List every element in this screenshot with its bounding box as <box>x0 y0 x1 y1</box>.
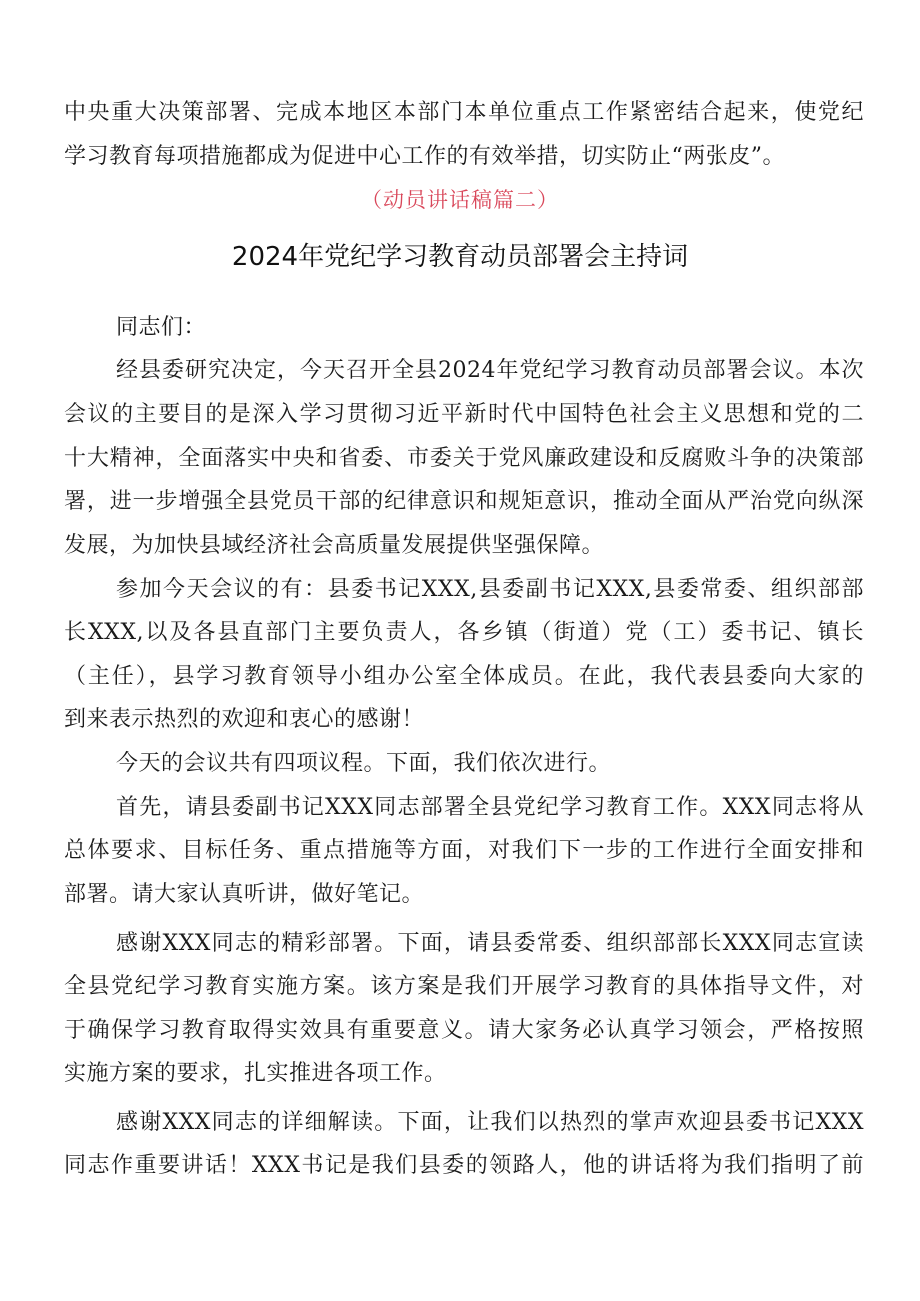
salutation: 同志们： <box>116 315 207 340</box>
paragraph-line: 今天的会议共有四项议程。下面，我们依次进行。 <box>116 751 612 776</box>
paragraph-line: 发展，为加快县域经济社会高质量发展提供坚强保障。 <box>64 533 605 558</box>
paragraph-line: 经县委研究决定，今天召开全县2024年党纪学习教育动员部署会议。本次 <box>116 358 864 383</box>
paragraph-line: 署，进一步增强全县党员干部的纪律意识和规矩意识，推动全面从严治党向纵深 <box>64 489 864 514</box>
paragraph-line: 感谢XXX同志的详细解读。下面，让我们以热烈的掌声欢迎县委书记XXX <box>116 1110 864 1135</box>
paragraph-line: （主任），县学习教育领导小组办公室全体成员。在此，我代表县委向大家的 <box>64 664 864 689</box>
intro-line: 中央重大决策部署、完成本地区本部门本单位重点工作紧密结合起来，使党纪 <box>64 100 864 125</box>
paragraph-line: 同志作重要讲话！XXX书记是我们县委的领路人，他的讲话将为我们指明了前 <box>64 1153 864 1178</box>
paragraph-line: 部署。请大家认真听讲，做好笔记。 <box>64 882 425 907</box>
paragraph-line: 长XXX,以及各县直部门主要负责人，各乡镇（街道）党（工）委书记、镇长 <box>64 620 864 645</box>
intro-line: 学习教育每项措施都成为促进中心工作的有效举措，切实防止“两张皮”。 <box>64 144 785 169</box>
section-label: （动员讲话稿篇二） <box>361 188 559 212</box>
paragraph-line: 于确保学习教育取得实效具有重要意义。请大家务必认真学习领会，严格按照 <box>64 1018 864 1043</box>
paragraph-line: 实施方案的要求，扎实推进各项工作。 <box>64 1061 447 1086</box>
paragraph-line: 全县党纪学习教育实施方案。该方案是我们开展学习教育的具体指导文件，对 <box>64 974 864 999</box>
paragraph-line: 感谢XXX同志的精彩部署。下面，请县委常委、组织部部长XXX同志宣读 <box>116 931 864 956</box>
paragraph-line: 到来表示热烈的欢迎和衷心的感谢！ <box>64 707 425 732</box>
paragraph-line: 首先，请县委副书记XXX同志部署全县党纪学习教育工作。XXX同志将从 <box>116 795 864 820</box>
paragraph-line: 十大精神，全面落实中央和省委、市委关于党风廉政建设和反腐败斗争的决策部 <box>64 446 864 471</box>
paragraph-line: 总体要求、目标任务、重点措施等方面，对我们下一步的工作进行全面安排和 <box>64 838 864 863</box>
paragraph-line: 参加今天会议的有：县委书记XXX,县委副书记XXX,县委常委、组织部部 <box>116 577 864 602</box>
paragraph-line: 会议的主要目的是深入学习贯彻习近平新时代中国特色社会主义思想和党的二 <box>64 402 864 427</box>
document-title: 2024年党纪学习教育动员部署会主持词 <box>231 242 689 272</box>
